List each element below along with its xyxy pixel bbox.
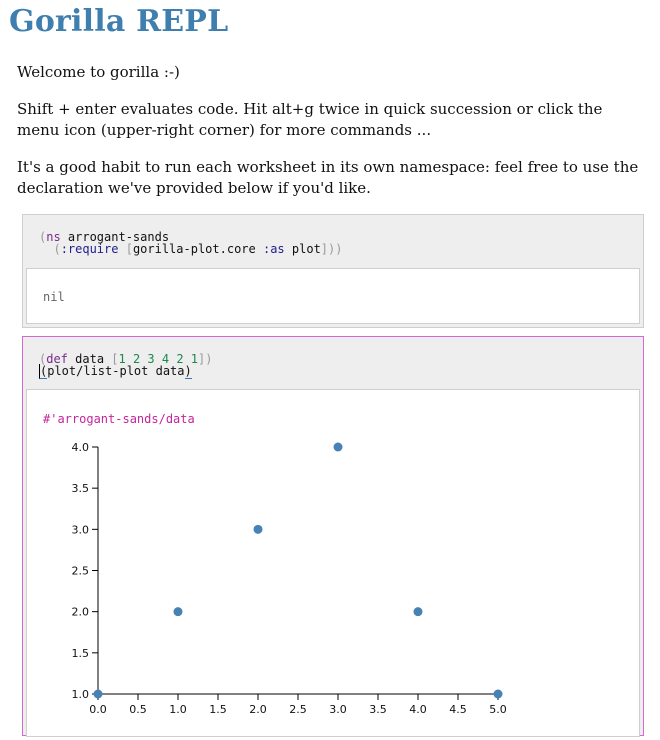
code-editor-ns[interactable] [39, 231, 342, 255]
y-tick-label: 1.0 [71, 688, 89, 701]
output-value: nil [43, 290, 65, 304]
x-tick-label: 0.0 [89, 703, 107, 716]
code-token: :as [262, 242, 285, 256]
code-token: gorilla-plot.core [132, 242, 263, 256]
code-token: def [46, 352, 68, 366]
y-tick-label: 3.5 [71, 482, 89, 496]
y-tick-label: 4.0 [71, 441, 89, 454]
instructions-text: Shift + enter evaluates code. Hit alt+g twice in quick succession or click the menu icon (upper-right corner) for more commands ... [17, 100, 603, 139]
data-point [94, 690, 103, 699]
x-tick-label: 4.5 [449, 703, 467, 716]
code-editor-plot[interactable] [39, 353, 212, 377]
y-tick-label: 3.0 [71, 523, 89, 537]
code-token: [ [118, 242, 133, 256]
code-token: ) [184, 364, 192, 378]
output-var-name: #'arrogant-sands/data [43, 412, 195, 426]
x-tick-label: 3.5 [369, 703, 387, 716]
code-cell-ns[interactable] [22, 214, 644, 328]
welcome-text: Welcome to gorilla :-) [17, 63, 180, 81]
code-token: data [67, 352, 112, 366]
code-token: ])) [320, 242, 343, 256]
data-point [254, 525, 263, 534]
x-tick-label: 0.5 [129, 703, 147, 716]
code-token: plot/list-plot data [47, 364, 185, 378]
x-tick-label: 3.0 [329, 703, 347, 716]
code-token: :require [60, 242, 119, 256]
data-point [414, 607, 423, 616]
code-token: arrogant-sands [60, 230, 170, 244]
code-token: ]) [198, 352, 213, 366]
code-token: 1 2 3 4 2 1 [118, 352, 198, 366]
code-token: ( [39, 242, 61, 256]
x-tick-label: 4.0 [409, 703, 427, 716]
code-token: [ [111, 352, 119, 366]
code-token: plot [284, 242, 321, 256]
x-tick-label: 2.0 [249, 703, 267, 716]
data-point [494, 690, 503, 699]
y-tick-label: 1.5 [71, 646, 89, 660]
x-tick-label: 2.5 [289, 703, 307, 716]
namespace-tip-text: It's a good habit to run each worksheet in its own namespace: feel free to use the declaration we've provided below if you'd like. [17, 158, 639, 197]
data-point [334, 443, 343, 452]
data-point [174, 607, 183, 616]
text-cursor: ( [40, 364, 48, 378]
cell-output-ns [26, 268, 640, 324]
code-token: ( [39, 352, 47, 366]
page-title: Gorilla REPL [9, 4, 229, 39]
code-token: ( [39, 230, 47, 244]
x-tick-label: 1.0 [169, 703, 187, 716]
scatter-plot [27, 390, 643, 740]
cell-output-plot [26, 389, 640, 737]
x-tick-label: 1.5 [209, 703, 227, 716]
y-tick-label: 2.5 [71, 564, 89, 578]
code-cell-plot[interactable] [22, 336, 644, 736]
code-token: ns [46, 230, 61, 244]
x-tick-label: 5.0 [489, 703, 507, 716]
y-tick-label: 2.0 [71, 605, 89, 619]
